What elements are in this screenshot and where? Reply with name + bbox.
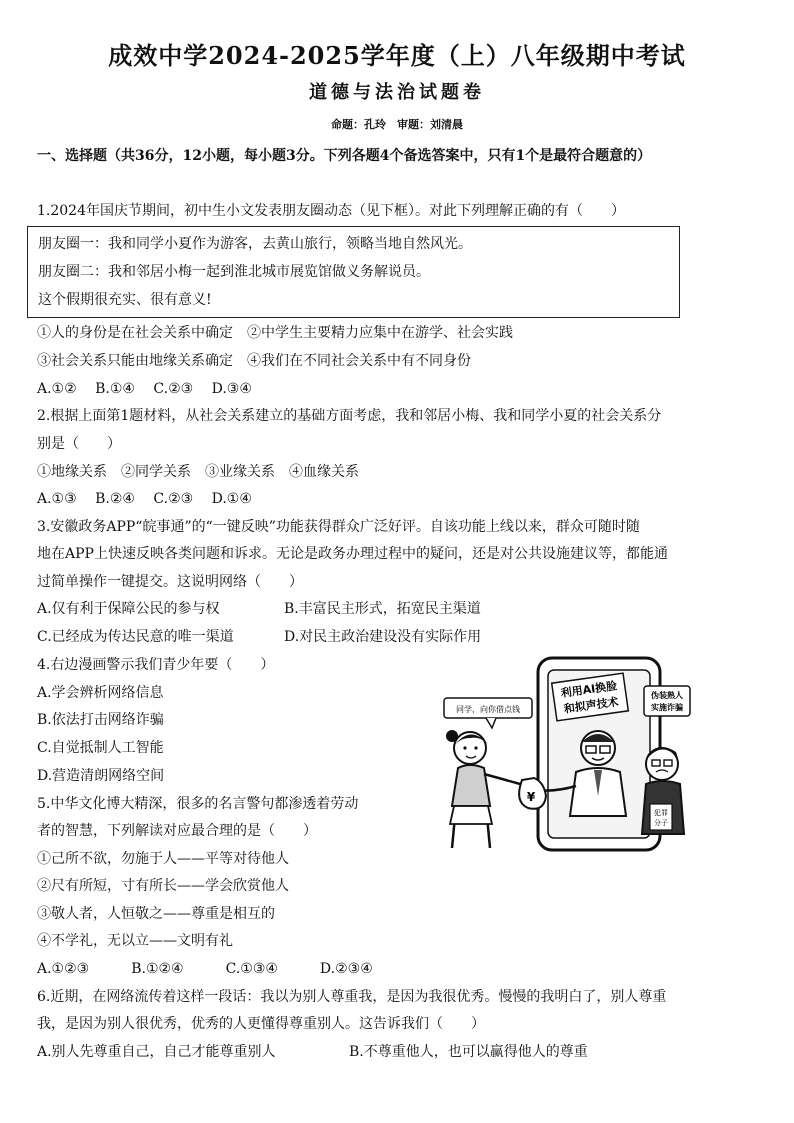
- exam-authors: 命题：孔玲 审题：刘清晨: [331, 118, 463, 131]
- phone-label-1: 利用AI换脸: [560, 679, 618, 700]
- q4-choice-a: A.学会辨析网络信息: [37, 685, 164, 701]
- phone-label-2: 和拟声技术: [563, 695, 620, 716]
- q6-choice-b: B.不尊重他人，也可以赢得他人的尊重: [349, 1044, 588, 1060]
- q1-options-1: ①人的身份是在社会关系中确定 ②中学生主要精力应集中在游学、社会实践: [37, 325, 513, 341]
- q1-box-line-2: 朋友圈二：我和邻居小梅一起到淮北城市展览馆做义务解说员。: [38, 264, 430, 280]
- q3-stem-2: 地在APP上快速反映各类问题和诉求。无论是政务办理过程中的疑问，还是对公共设施建议等，都能通: [37, 546, 668, 562]
- q5-stem-2: 者的智慧，下列解读对应最合理的是（ ）: [37, 823, 317, 839]
- q5-item-3: ③敬人者，人恒敬之——尊重是相互的: [37, 906, 275, 922]
- exam-title: 成效中学2024-2025学年度（上）八年级期中考试: [108, 41, 686, 70]
- left-bubble-tail: [486, 718, 496, 728]
- q4-choice-b: B.依法打击网络诈骗: [37, 712, 164, 728]
- q1-stem: 1.2024年国庆节期间，初中生小文发表朋友圈动态（见下框）。对此下列理解正确的有（ ）: [37, 203, 625, 219]
- q5-item-4: ④不学礼，无以立——文明有礼: [37, 933, 233, 949]
- q3-stem-3: 过简单操作一键提交。这说明网络（ ）: [37, 574, 303, 590]
- right-bubble-text-1: 伪装熟人: [651, 691, 683, 700]
- q5-choices: A.①②③ B.①②④ C.①③④ D.②③④: [37, 961, 373, 977]
- q2-stem-2: 别是（ ）: [37, 436, 121, 452]
- criminal-badge-text-1: 犯罪: [654, 809, 668, 817]
- q3-choice-b: B.丰富民主形式，拓宽民主渠道: [284, 601, 481, 617]
- ai-fraud-cartoon: [430, 656, 692, 852]
- q3-stem-1: 3.安徽政务APP“皖事通”的“一键反映”功能获得群众广泛好评。自该功能上线以来，群众可随时随: [37, 519, 640, 535]
- girl-ponytail: [446, 730, 458, 742]
- q1-box-line-3: 这个假期很充实、很有意义!: [38, 292, 212, 308]
- q4-choice-d: D.营造清朗网络空间: [37, 768, 165, 784]
- q3-choice-c: C.已经成为传达民意的唯一渠道: [37, 629, 234, 645]
- girl-skirt: [450, 806, 492, 824]
- girl-shirt: [452, 765, 490, 806]
- q5-item-2: ②尺有所短，寸有所长——学会欣赏他人: [37, 878, 289, 894]
- q6-stem-1: 6.近期，在网络流传着这样一段话：我以为别人尊重我，是因为我很优秀。慢慢的我明白了，别人尊重: [37, 989, 667, 1005]
- q1-choices: A.①② B.①④ C.②③ D.③④: [37, 381, 252, 397]
- q1-box-line-1: 朋友圈一：我和同学小夏作为游客，去黄山旅行，领略当地自然风光。: [38, 236, 472, 252]
- q2-choices: A.①③ B.②④ C.②③ D.①④: [37, 491, 252, 507]
- right-bubble-text-2: 实施诈骗: [651, 703, 683, 712]
- exam-subtitle: 道德与法治试题卷: [309, 82, 485, 103]
- girl-arm: [484, 774, 520, 784]
- q1-options-2: ③社会关系只能由地缘关系确定 ④我们在不同社会关系中有不同身份: [37, 353, 471, 369]
- q3-choice-a: A.仅有利于保障公民的参与权: [37, 601, 220, 617]
- q5-item-1: ①己所不欲，勿施于人——平等对待他人: [37, 851, 289, 867]
- girl-eye-right: [474, 746, 477, 749]
- left-bubble-text: 同学，向你借点钱: [456, 705, 520, 714]
- girl-eye-left: [463, 746, 466, 749]
- q4-stem: 4.右边漫画警示我们青少年要（ ）: [37, 657, 275, 673]
- q3-choice-d: D.对民主政治建设没有实际作用: [284, 629, 482, 645]
- q1-moments-box: [27, 226, 680, 318]
- criminal-badge-text-2: 分子: [654, 819, 668, 827]
- yen-symbol-icon: ¥: [526, 790, 536, 804]
- q2-options: ①地缘关系 ②同学关系 ③业缘关系 ④血缘关系: [37, 464, 359, 480]
- section-heading: 一、选择题（共36分，12小题，每小题3分。下列各题4个备选答案中，只有1个是最符合题意的）: [37, 148, 652, 164]
- q5-stem-1: 5.中华文化博大精深，很多的名言警句都渗透着劳动: [37, 796, 359, 812]
- q2-stem-1: 2.根据上面第1题材料，从社会关系建立的基础方面考虑，我和邻居小梅、我和同学小夏的社会关系分: [37, 408, 662, 424]
- q4-choice-c: C.自觉抵制人工智能: [37, 740, 164, 756]
- q6-stem-2: 我，是因为别人很优秀，优秀的人更懂得尊重别人。这告诉我们（ ）: [37, 1016, 485, 1032]
- q6-choice-a: A.别人先尊重自己，自己才能尊重别人: [37, 1044, 276, 1060]
